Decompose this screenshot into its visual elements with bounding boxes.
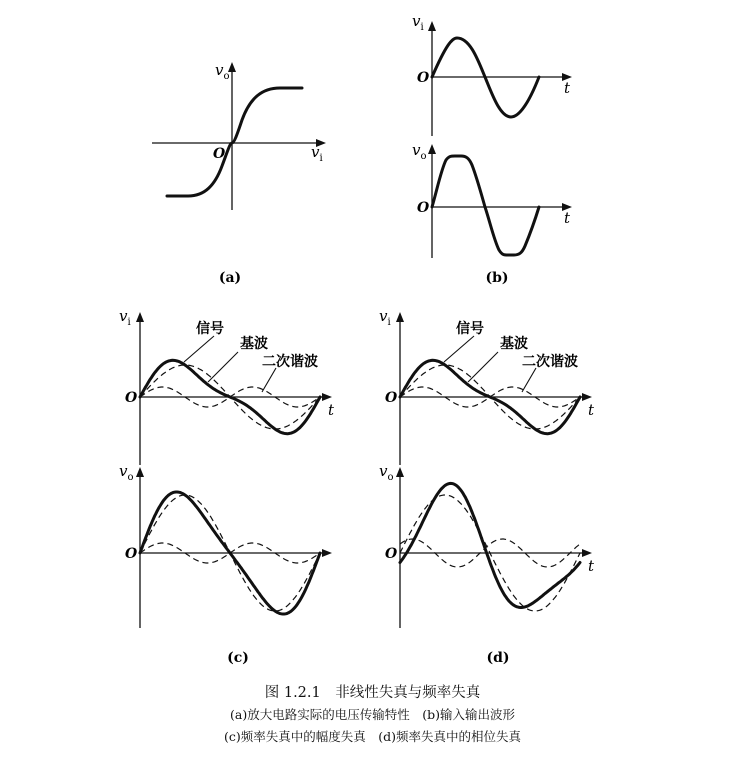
c-fundamental-leader <box>208 352 238 382</box>
d-top-x-arrow <box>582 393 592 401</box>
a-transfer-curve <box>167 88 302 196</box>
d-bottom-output-curve <box>400 483 580 607</box>
c-harmonic-leader <box>262 368 276 392</box>
d-panel-label: (d) <box>486 650 510 666</box>
d-legend-fundamental: 基波 <box>500 336 528 352</box>
d-bottom-y-label: $v_o$ <box>379 462 394 483</box>
b-bottom-x-label: t <box>564 209 571 227</box>
c-legend-fundamental: 基波 <box>240 336 268 352</box>
b-bottom-origin: O <box>417 200 430 216</box>
figure-caption-cd: (c)频率失真中的幅度失真 (d)频率失真中的相位失真 <box>223 729 521 744</box>
d-harmonic-leader <box>522 368 536 392</box>
c-bottom-x-arrow <box>322 549 332 557</box>
c-top-x-arrow <box>322 393 332 401</box>
c-legend-harmonic: 二次谐波 <box>262 354 318 370</box>
d-top-origin: O <box>385 390 398 406</box>
b-panel-label: (b) <box>485 270 509 286</box>
panel-d <box>379 307 595 666</box>
d-bottom-x-arrow <box>582 549 592 557</box>
d-bottom-origin: O <box>385 546 398 562</box>
d-top-y-arrow <box>396 312 404 322</box>
a-origin: O <box>213 146 226 162</box>
b-top-y-arrow <box>428 21 436 31</box>
b-bottom-y-label: $v_o$ <box>412 141 427 162</box>
a-y-label: $v_o$ <box>215 61 230 82</box>
d-top-y-label: $v_i$ <box>379 307 391 328</box>
b-bottom-y-arrow <box>428 144 436 154</box>
c-bottom-origin: O <box>125 546 138 562</box>
b-output-clipped <box>432 156 539 255</box>
figure-caption-ab: (a)放大电路实际的电压传输特性 (b)输入输出波形 <box>230 707 515 722</box>
panel-a <box>152 61 326 286</box>
c-panel-label: (c) <box>227 650 249 666</box>
d-bottom-y-arrow <box>396 467 404 477</box>
c-top-y-label: $v_i$ <box>119 307 131 328</box>
b-top-origin: O <box>417 70 430 86</box>
c-bottom-y-label: $v_o$ <box>119 462 134 483</box>
figure-caption-title: 图 1.2.1 非线性失真与频率失真 <box>264 685 481 701</box>
a-x-label: $v_i$ <box>311 143 323 164</box>
a-panel-label: (a) <box>218 270 242 286</box>
d-top-x-label: t <box>588 401 595 419</box>
d-legend-harmonic: 二次谐波 <box>522 354 578 370</box>
c-top-x-label: t <box>328 401 335 419</box>
b-top-x-label: t <box>564 79 571 97</box>
c-signal-leader <box>184 336 214 362</box>
panel-c <box>119 307 335 666</box>
panel-b <box>412 12 572 286</box>
d-signal-leader <box>444 336 474 362</box>
d-bottom-x-label: t <box>588 557 595 575</box>
d-fundamental-leader <box>468 352 498 382</box>
c-top-origin: O <box>125 390 138 406</box>
b-top-y-label: $v_i$ <box>412 12 424 33</box>
d-legend-signal: 信号 <box>456 321 484 337</box>
c-top-y-arrow <box>136 312 144 322</box>
c-bottom-y-arrow <box>136 467 144 477</box>
c-legend-signal: 信号 <box>196 321 224 337</box>
